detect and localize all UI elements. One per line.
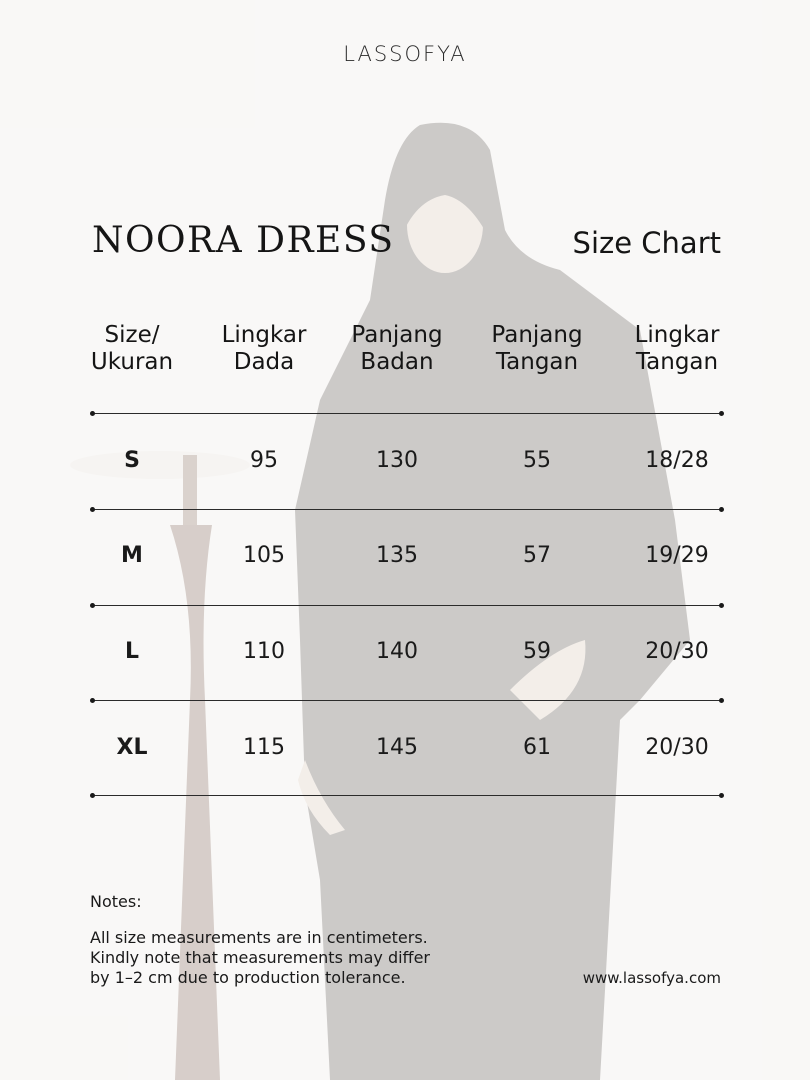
size-cell: S	[124, 448, 140, 473]
column-header-sleeve-length	[476, 322, 598, 376]
notes-line: by 1–2 cm due to production tolerance.	[90, 968, 406, 987]
column-header-line: Ukuran	[90, 349, 174, 375]
table-cell: 20/30	[645, 735, 709, 760]
table-cell: 130	[376, 448, 418, 473]
table-cell: 145	[376, 735, 418, 760]
table-cell: 115	[243, 735, 285, 760]
table-cell: 20/30	[645, 639, 709, 664]
column-header-line: Tangan	[635, 349, 719, 375]
table-cell: 18/28	[645, 448, 709, 473]
table-cell: 61	[523, 735, 551, 760]
product-title: NOORA DRESS	[92, 220, 395, 261]
table-cell: 55	[523, 448, 551, 473]
column-header-line: Tangan	[495, 349, 579, 375]
column-header-chest	[205, 322, 323, 376]
table-cell: 57	[523, 543, 551, 568]
table-divider	[92, 795, 722, 796]
table-divider	[92, 605, 722, 606]
table-divider	[92, 413, 722, 414]
column-header-line: Dada	[233, 349, 295, 375]
column-header-line: Badan	[360, 349, 434, 375]
notes-title: Notes:	[90, 892, 142, 911]
column-header-line: Lingkar	[634, 322, 720, 348]
notes-line: All size measurements are in centimeters.	[90, 928, 428, 947]
table-cell: 140	[376, 639, 418, 664]
size-chart-label: Size Chart	[572, 226, 721, 260]
table-cell: 19/29	[645, 543, 709, 568]
table-cell: 105	[243, 543, 285, 568]
size-cell: M	[121, 543, 143, 568]
column-header-line: Lingkar	[221, 322, 307, 348]
column-header-sleeve-circumference	[616, 322, 738, 376]
table-divider	[92, 509, 722, 510]
notes-line: Kindly note that measurements may differ	[90, 948, 430, 967]
column-header-size	[78, 322, 186, 376]
column-header-line: Panjang	[351, 322, 443, 348]
table-cell: 95	[250, 448, 278, 473]
table-cell: 59	[523, 639, 551, 664]
notes-body	[90, 928, 470, 988]
website-link[interactable]: www.lassofya.com	[582, 969, 721, 987]
column-header-line: Size/	[104, 322, 160, 348]
table-cell: 110	[243, 639, 285, 664]
size-cell: L	[124, 639, 140, 664]
column-header-body-length	[336, 322, 458, 376]
size-cell: XL	[116, 735, 148, 760]
brand-logo: LASSOFYA	[343, 42, 467, 66]
table-divider	[92, 700, 722, 701]
column-header-line: Panjang	[491, 322, 583, 348]
table-cell: 135	[376, 543, 418, 568]
